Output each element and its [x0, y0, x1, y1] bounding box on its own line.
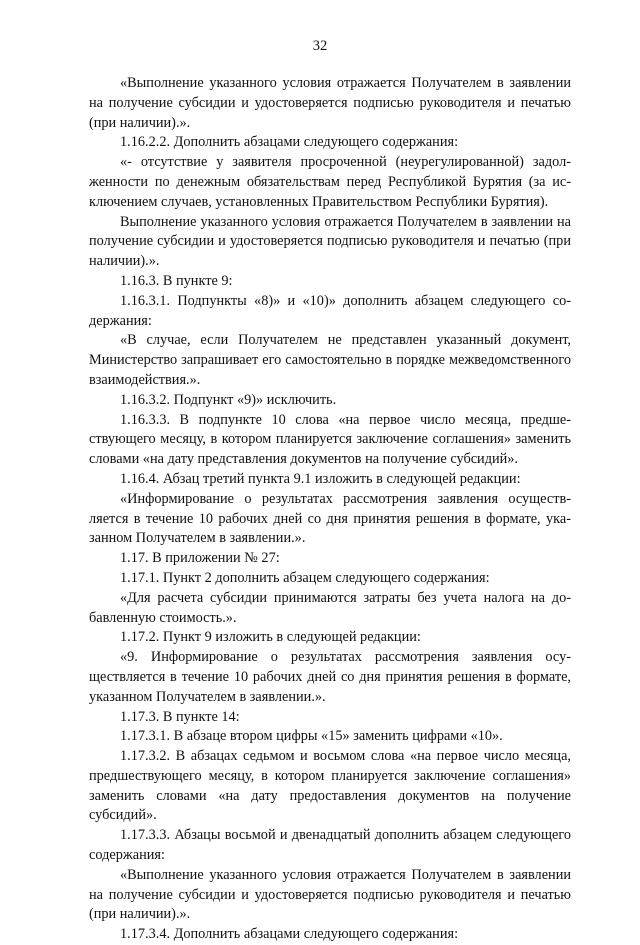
paragraph: «Выполнение указанного условия отражается Получателем в заявлении на получение субсидии и удостоверяется подписью руководителя и печатью (при наличии).». — [89, 75, 571, 131]
paragraph: 1.16.2.2. Дополнить абзацами следующего содержания: — [120, 134, 459, 151]
paragraph: 1.16.3. В пункте 9: — [120, 272, 233, 289]
paragraph: «9. Информирование о результатах рассмотрения заявления осуществляется в течение 10 рабочих дней со дня принятия решения в формате, указанном Получателем в заявлении.». — [89, 649, 571, 705]
paragraph: «- отсутствие у заявителя просроченной (неурегулированной) задолженности по денежным обязательствам перед Республикой Бурятия (за исключением случаев, установленных Правительством Республики Бурятия). — [89, 154, 571, 210]
document-body — [89, 74, 571, 945]
paragraph: Выполнение указанного условия отражается Получателем в заявлении на получение субсидии и удостоверяется подписью руководителя и печатью (при наличии).». — [89, 213, 571, 270]
paragraph: 1.17.2. Пункт 9 изложить в следующей редакции: — [120, 629, 421, 646]
paragraph: 1.17.3. В пункте 14: — [120, 708, 240, 725]
paragraph: 1.16.3.3. В подпункте 10 слова «на первое число месяца, предшествующего месяцу, в котором планируется заключение соглашения» заменить словами «на дату представления документов на получение субсидий». — [89, 411, 571, 468]
paragraph: «Для расчета субсидии принимаются затраты без учета налога на добавленную стоимость.». — [89, 589, 571, 626]
paragraph: 1.16.3.2. Подпункт «9)» исключить. — [120, 391, 337, 408]
paragraph: 1.17.3.2. В абзацах седьмом и восьмом слова «на первое число месяца, предшествующего месяцу, в котором планируется заключение соглашения» заменить словами «на дату предоставления документов на получение субсидий». — [89, 748, 571, 824]
paragraph: 1.17.3.4. Дополнить абзацами следующего содержания: — [120, 926, 459, 943]
paragraph: 1.17.3.1. В абзаце втором цифры «15» заменить цифрами «10». — [120, 728, 503, 745]
paragraph: «В случае, если Получателем не представлен указанный документ, Министерство запрашивает его самостоятельно в порядке межведомственного взаимодействия.». — [89, 332, 571, 388]
paragraph: 1.17.1. Пункт 2 дополнить абзацем следующего содержания: — [120, 569, 490, 586]
paragraph: 1.16.3.1. Подпункты «8)» и «10)» дополнить абзацем следующего содержания: — [89, 292, 571, 329]
paragraph: «Информирование о результатах рассмотрения заявления осуществляется в течение 10 рабочих дней со дня принятия решения в формате, указанном Получателем в заявлении.». — [89, 490, 571, 547]
paragraph: 1.16.4. Абзац третий пункта 9.1 изложить в следующей редакции: — [120, 470, 521, 487]
paragraph: «Выполнение указанного условия отражается Получателем в заявлении на получение субсидии и удостоверяется подписью руководителя и печатью (при наличии).». — [89, 866, 571, 923]
page-number: 32 — [312, 38, 328, 54]
paragraph: 1.17.3.3. Абзацы восьмой и двенадцатый дополнить абзацем следующего содержания: — [89, 827, 571, 864]
paragraph: 1.17. В приложении № 27: — [120, 550, 280, 567]
